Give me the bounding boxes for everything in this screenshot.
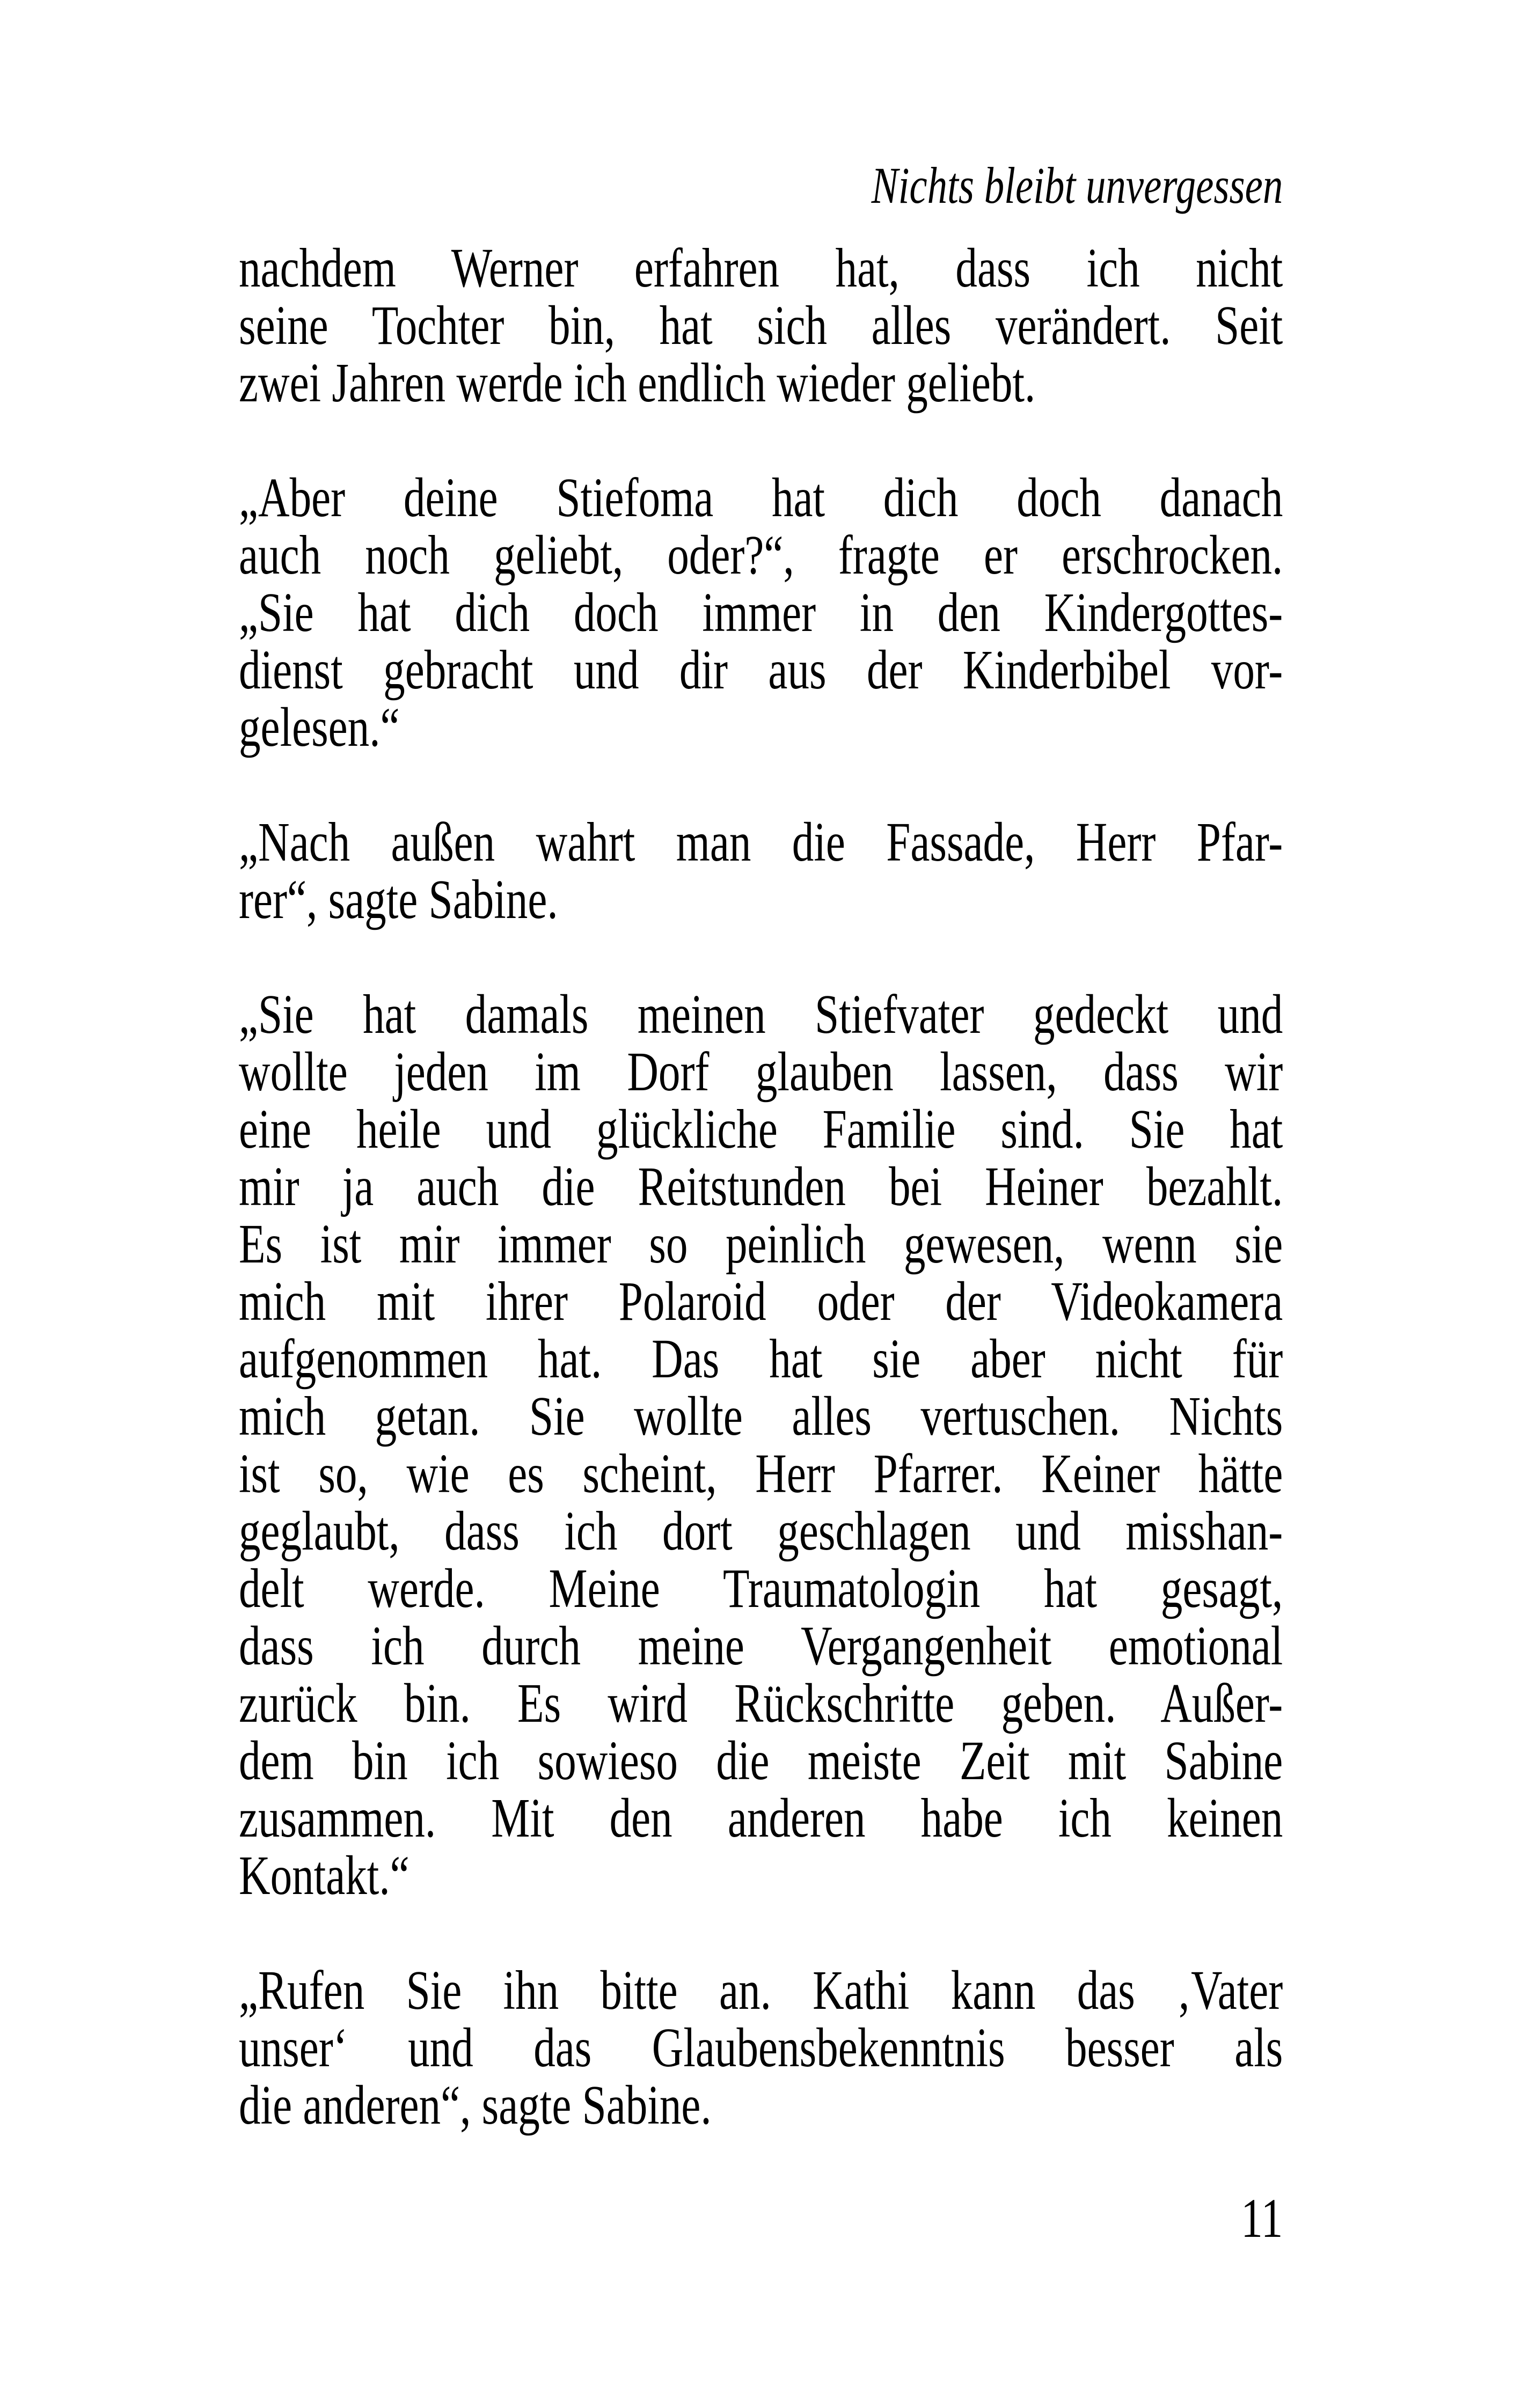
text-line: rer“, sagte Sabine. [239,869,558,930]
text-line: auch noch geliebt, oder?“, fragte er erschrocken. [239,524,1283,586]
text-line: unser‘ und das Glaubensbekenntnis besser als [239,2017,1283,2079]
paragraph [239,983,1283,1906]
running-header: Nichts bleibt unvergessen [871,157,1283,214]
text-line: „Aber deine Stiefoma hat dich doch danach [239,467,1283,528]
text-line: zurück bin. Es wird Rückschritte geben. Außer- [239,1672,1283,1734]
text-line: mir ja auch die Reitstunden bei Heiner bezahlt. [239,1156,1283,1217]
text-line: wollte jeden im Dorf glauben lassen, dass wir [239,1041,1283,1103]
paragraph [239,469,1283,756]
text-line: ist so, wie es scheint, Herr Pfarrer. Keiner hätte [239,1443,1283,1504]
text-line: Es ist mir immer so peinlich gewesen, wenn sie [239,1213,1283,1275]
text-line: zwei Jahren werde ich endlich wieder geliebt. [239,352,1036,414]
text-block [239,0,1283,2408]
text-line: seine Tochter bin, hat sich alles verändert. Seit [239,295,1283,356]
text-line: eine heile und glückliche Familie sind. Sie hat [239,1098,1283,1160]
text-line: „Sie hat dich doch immer in den Kindergottes- [239,582,1283,643]
text-line: dem bin ich sowieso die meiste Zeit mit Sabine [239,1730,1283,1792]
text-line: mich getan. Sie wollte alles vertuschen. Nichts [239,1385,1283,1447]
text-line: mich mit ihrer Polaroid oder der Videokamera [239,1271,1283,1332]
text-line: die anderen“, sagte Sabine. [239,2074,712,2136]
text-line: nachdem Werner erfahren hat, dass ich nicht [239,237,1283,299]
body-text [239,239,1283,2191]
text-line: „Nach außen wahrt man die Fassade, Herr Pfar- [239,811,1283,873]
text-line: delt werde. Meine Traumatologin hat gesagt, [239,1558,1283,1619]
text-line: zusammen. Mit den anderen habe ich keinen [239,1787,1283,1849]
text-line: geglaubt, dass ich dort geschlagen und misshan- [239,1500,1283,1562]
text-line: gelesen.“ [239,696,400,758]
text-line: aufgenommen hat. Das hat sie aber nicht für [239,1328,1283,1390]
paragraph [239,239,1283,412]
text-line: dienst gebracht und dir aus der Kinderbibel vor- [239,639,1283,701]
paragraph [239,813,1283,928]
text-line: Kontakt.“ [239,1845,410,1906]
text-line: „Rufen Sie ihn bitte an. Kathi kann das ‚Vater [239,1959,1283,2021]
text-line: „Sie hat damals meinen Stiefvater gedeckt und [239,983,1283,1045]
page-number: 11 [1241,2187,1283,2249]
paragraph [239,1959,1283,2136]
text-line: dass ich durch meine Vergangenheit emotional [239,1615,1283,1677]
